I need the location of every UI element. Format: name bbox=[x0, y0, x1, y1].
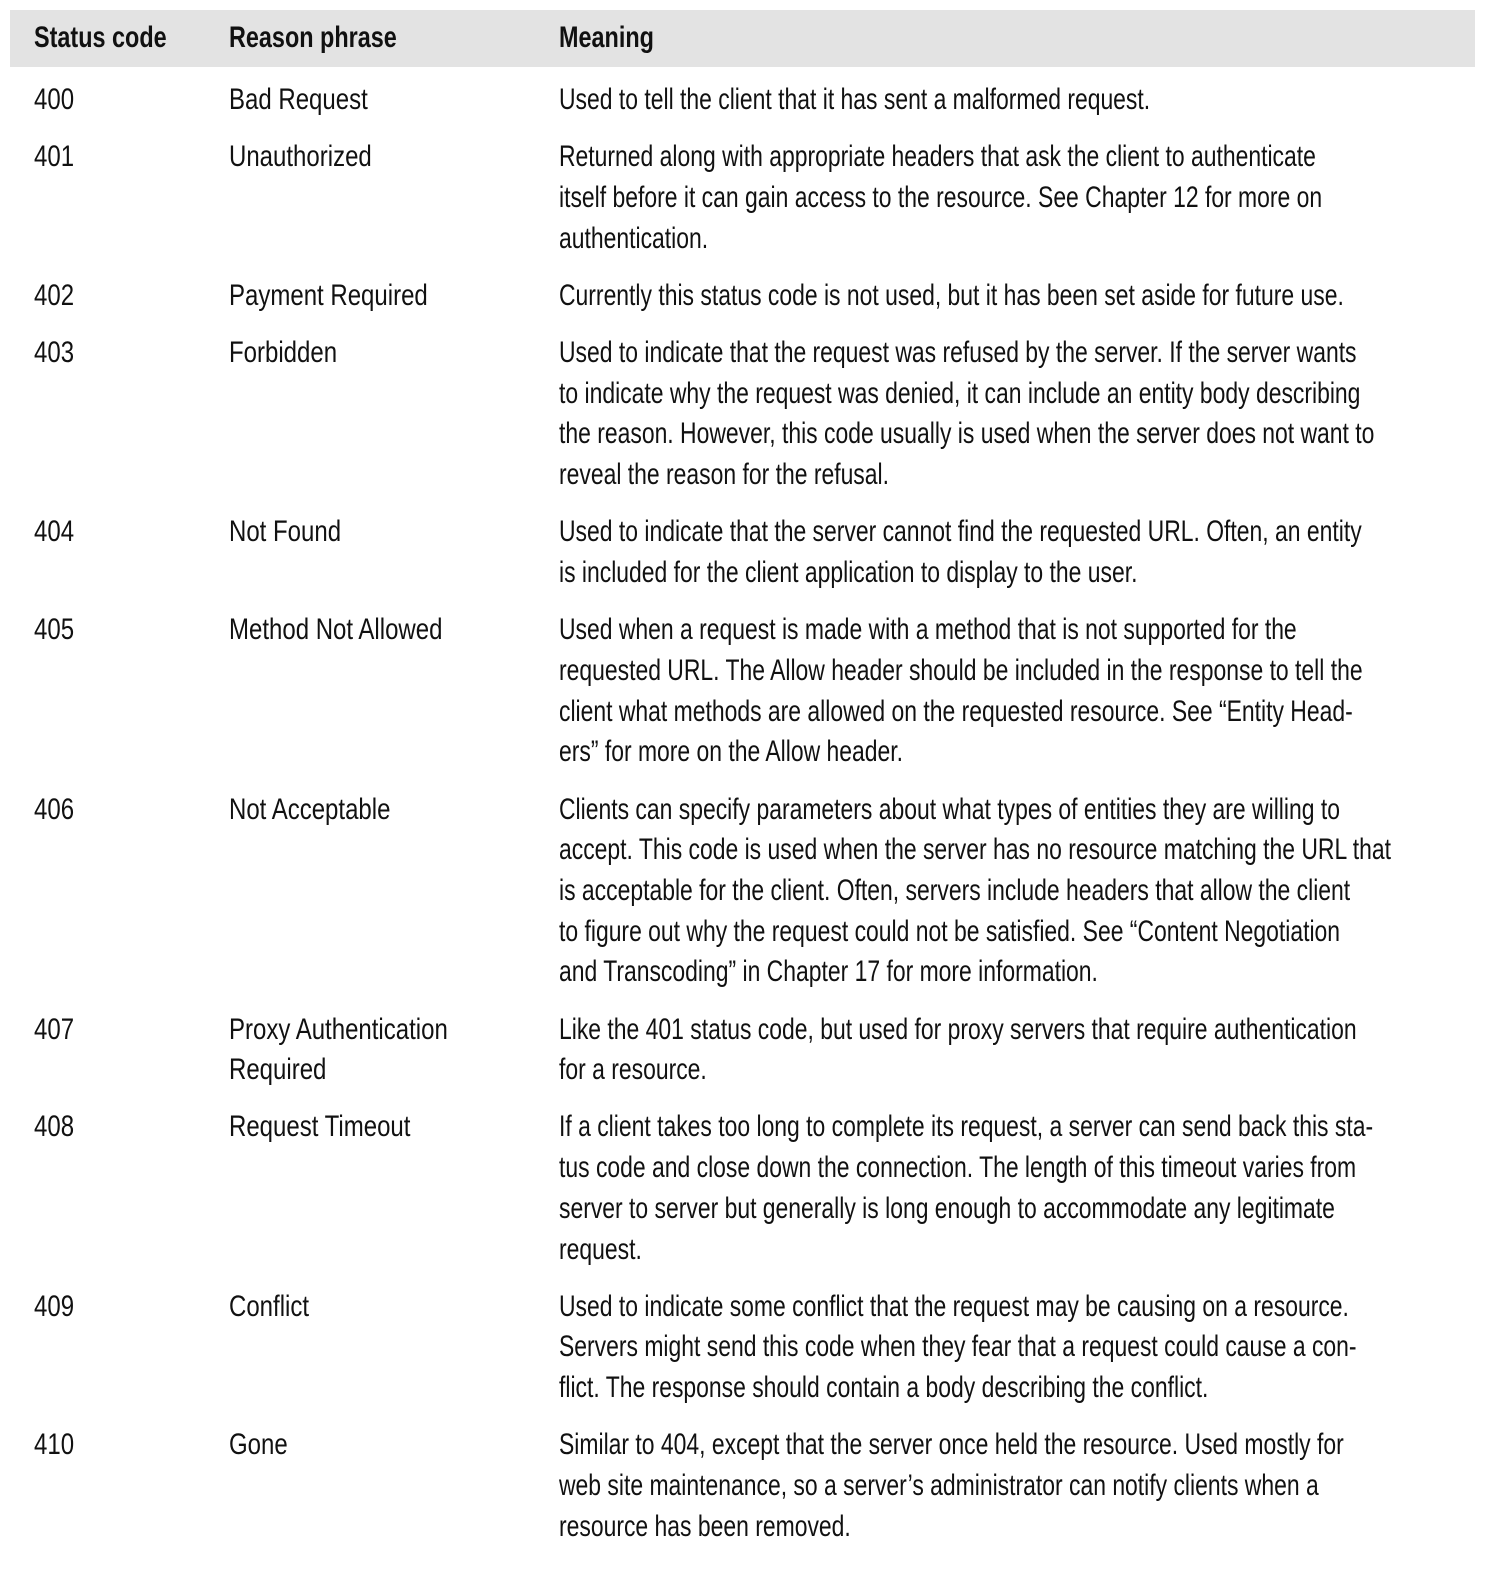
reason-phrase-line: Conflict bbox=[229, 1289, 310, 1323]
reason-phrase-line: Payment Required bbox=[229, 278, 428, 312]
meaning-line: to figure out why the request could not be satisfied. See “Content Negotiation bbox=[559, 914, 1341, 948]
reason-phrase-line: Request Timeout bbox=[229, 1110, 411, 1144]
reason-phrase-line: Unauthorized bbox=[229, 140, 372, 174]
meaning-line: accept. This code is used when the server has no resource matching the URL that bbox=[559, 833, 1391, 867]
meaning-line: Currently this status code is not used, but it has been set aside for future use. bbox=[559, 278, 1344, 312]
meaning-cell bbox=[559, 790, 1496, 994]
reason-phrase-line: Forbidden bbox=[229, 336, 338, 369]
reason-phrase-cell bbox=[229, 276, 428, 317]
meaning-line: Used to indicate some conflict that the request may be causing on a resource. bbox=[559, 1289, 1349, 1323]
meaning-line: Servers might send this code when they fear that a request could cause a con- bbox=[559, 1330, 1357, 1364]
meaning-line: Used to indicate that the request was refused by the server. If the server wants bbox=[559, 336, 1357, 369]
meaning-line: Like the 401 status code, but used for proxy servers that require authentication bbox=[559, 1012, 1357, 1046]
meaning-line: ers” for more on the Allow header. bbox=[559, 735, 903, 769]
reason-phrase-line: Proxy Authentication bbox=[229, 1012, 448, 1046]
meaning-line: If a client takes too long to complete its request, a server can send back this sta- bbox=[559, 1110, 1374, 1144]
status-code-cell: 403 bbox=[34, 336, 75, 369]
status-code-cell: 404 bbox=[34, 515, 75, 549]
reason-phrase-cell bbox=[229, 790, 390, 831]
status-code-cell: 400 bbox=[34, 83, 75, 116]
meaning-cell bbox=[559, 610, 1496, 773]
meaning-line: client what methods are allowed on the requested resource. See “Entity Head- bbox=[559, 694, 1353, 728]
reason-phrase-cell bbox=[229, 1425, 288, 1466]
reason-phrase-cell bbox=[229, 80, 368, 121]
meaning-line: the reason. However, this code usually is used when the server does not want to bbox=[559, 417, 1375, 451]
table-header-row bbox=[10, 10, 1475, 67]
meaning-line: itself before it can gain access to the resource. See Chapter 12 for more on bbox=[559, 180, 1323, 214]
status-code-cell: 407 bbox=[34, 1012, 75, 1046]
meaning-line: Used to indicate that the server cannot find the requested URL. Often, an entity bbox=[559, 515, 1362, 549]
meaning-cell bbox=[559, 1287, 1496, 1409]
meaning-line: Returned along with appropriate headers that ask the client to authenticate bbox=[559, 140, 1316, 174]
meaning-line: resource has been removed. bbox=[559, 1509, 851, 1543]
header-reason-phrase: Reason phrase bbox=[229, 21, 397, 54]
meaning-line: Used to tell the client that it has sent a malformed request. bbox=[559, 83, 1151, 116]
meaning-cell bbox=[559, 333, 1496, 496]
meaning-cell bbox=[559, 1425, 1496, 1547]
reason-phrase-line: Required bbox=[229, 1053, 327, 1087]
meaning-line: is acceptable for the client. Often, servers include headers that allow the client bbox=[559, 873, 1351, 907]
reason-phrase-line: Method Not Allowed bbox=[229, 613, 443, 647]
reason-phrase-line: Bad Request bbox=[229, 83, 368, 116]
meaning-line: server to server but generally is long enough to accommodate any legitimate bbox=[559, 1191, 1335, 1225]
reason-phrase-line: Not Found bbox=[229, 515, 342, 549]
reason-phrase-cell bbox=[229, 1010, 448, 1091]
reason-phrase-cell bbox=[229, 1287, 309, 1328]
reason-phrase-cell bbox=[229, 1107, 410, 1148]
meaning-cell bbox=[559, 276, 1496, 317]
meaning-line: and Transcoding” in Chapter 17 for more information. bbox=[559, 955, 1098, 989]
status-code-table bbox=[10, 10, 1475, 1543]
reason-phrase-cell bbox=[229, 333, 337, 374]
meaning-cell bbox=[559, 1107, 1496, 1270]
status-code-cell: 406 bbox=[34, 792, 75, 826]
meaning-line: to indicate why the request was denied, it can include an entity body describing bbox=[559, 376, 1361, 410]
status-code-cell: 405 bbox=[34, 613, 75, 647]
meaning-line: request. bbox=[559, 1232, 642, 1266]
meaning-line: Similar to 404, except that the server once held the resource. Used mostly for bbox=[559, 1428, 1344, 1462]
reason-phrase-cell bbox=[229, 137, 372, 178]
reason-phrase-cell bbox=[229, 512, 341, 553]
status-code-cell: 410 bbox=[34, 1428, 75, 1462]
status-code-cell: 402 bbox=[34, 278, 75, 312]
reason-phrase-cell bbox=[229, 610, 442, 651]
meaning-cell bbox=[559, 512, 1496, 593]
reason-phrase-line: Gone bbox=[229, 1428, 288, 1462]
meaning-line: web site maintenance, so a server’s administrator can notify clients when a bbox=[559, 1469, 1319, 1502]
status-code-cell: 401 bbox=[34, 140, 75, 174]
header-status-code: Status code bbox=[34, 21, 167, 54]
meaning-line: flict. The response should contain a body describing the conflict. bbox=[559, 1371, 1209, 1405]
meaning-line: authentication. bbox=[559, 221, 709, 255]
meaning-cell bbox=[559, 80, 1333, 121]
meaning-line: reveal the reason for the refusal. bbox=[559, 458, 889, 492]
header-meaning: Meaning bbox=[559, 21, 654, 54]
meaning-line: Clients can specify parameters about what types of entities they are willing to bbox=[559, 792, 1340, 826]
meaning-cell bbox=[559, 1010, 1496, 1091]
meaning-cell bbox=[559, 137, 1496, 259]
status-code-cell: 409 bbox=[34, 1289, 75, 1323]
meaning-line: is included for the client application to display to the user. bbox=[559, 556, 1138, 589]
meaning-line: tus code and close down the connection. The length of this timeout varies from bbox=[559, 1151, 1357, 1185]
meaning-line: for a resource. bbox=[559, 1053, 707, 1087]
meaning-line: requested URL. The Allow header should be included in the response to tell the bbox=[559, 653, 1363, 687]
status-code-cell: 408 bbox=[34, 1110, 75, 1144]
reason-phrase-line: Not Acceptable bbox=[229, 792, 391, 826]
meaning-line: Used when a request is made with a method that is not supported for the bbox=[559, 613, 1297, 647]
